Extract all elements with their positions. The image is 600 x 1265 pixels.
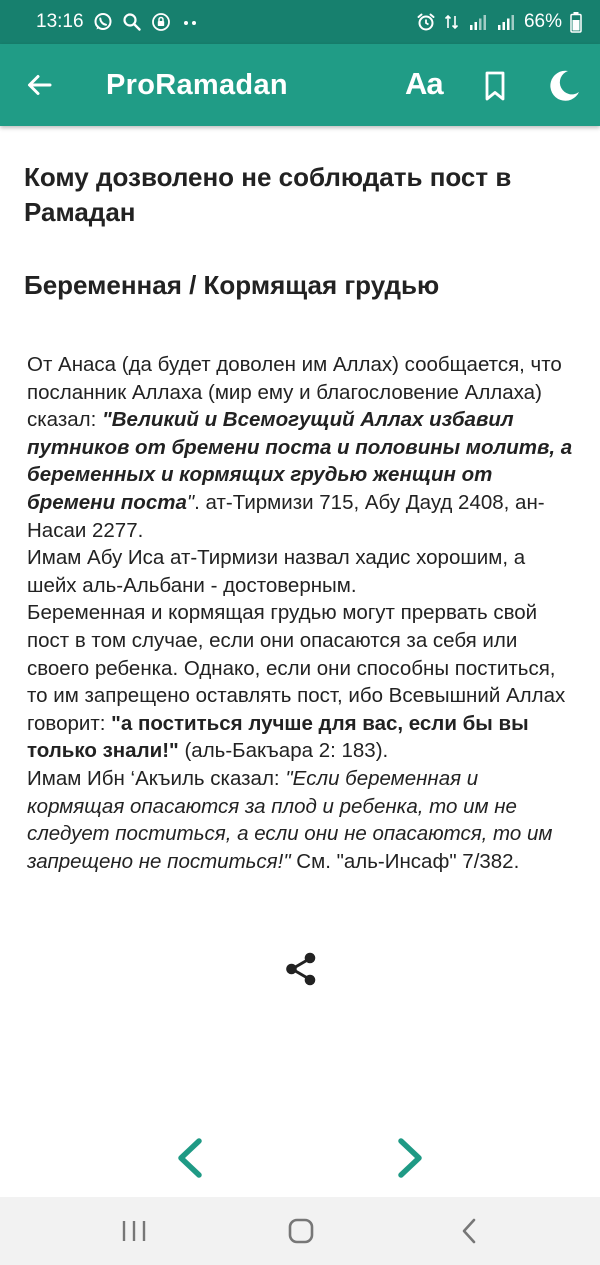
system-back-button[interactable] bbox=[458, 1217, 480, 1245]
bookmark-button[interactable] bbox=[481, 70, 509, 102]
signal-icon bbox=[468, 12, 488, 32]
status-time: 13:16 bbox=[36, 11, 84, 32]
arrow-left-icon bbox=[22, 67, 58, 103]
lock-icon bbox=[151, 12, 171, 32]
back-button[interactable] bbox=[22, 67, 58, 103]
article-title: Кому дозволено не соблюдать пост в Рамадан bbox=[24, 162, 512, 227]
quran-quote: "а поститься лучше для вас, если бы вы только знали!" bbox=[27, 711, 529, 763]
status-bar-left bbox=[36, 11, 416, 33]
article-body bbox=[27, 351, 579, 875]
battery-icon bbox=[570, 11, 582, 33]
next-page-button[interactable] bbox=[394, 1137, 428, 1179]
more-dots-icon bbox=[180, 12, 200, 32]
chevron-left-icon bbox=[458, 1217, 480, 1245]
scholar-quote: "Если беременная и кормящая опасаются за плод и ребенка, то им не следует поститься, а если они не опасаются, то им запрещено не поститься!" bbox=[27, 766, 553, 873]
whatsapp-icon bbox=[93, 12, 113, 32]
status-bar bbox=[0, 0, 600, 44]
moon-icon bbox=[546, 68, 582, 104]
chevron-left-icon bbox=[172, 1137, 206, 1179]
battery-percent: 66% bbox=[523, 11, 562, 32]
hadith-quote-end: " bbox=[186, 490, 195, 514]
recent-apps-button[interactable] bbox=[120, 1219, 148, 1243]
hadith-paragraph bbox=[27, 351, 579, 544]
bookmark-icon bbox=[481, 70, 509, 102]
hadith-grading: Имам Абу Иса ат-Тирмизи назвал хадис хорошим, а шейх аль-Альбани - достоверным. bbox=[27, 546, 526, 597]
hadith-quote: "Великий и Всемогущий Аллах избавил путников от бремени поста и половины молитв, а беременных и кормящих грудью женщин от бремени поста bbox=[27, 408, 573, 514]
hadith-source: . ат-Тирмизи 715, Абу Дауд 2408, ан-Насаи 2277. bbox=[27, 490, 545, 542]
hadith-intro: От Анаса (да будет доволен им Аллах) сообщается, что посланник Аллаха (мир ему и благословение Аллаха) сказал: bbox=[27, 353, 562, 432]
home-icon bbox=[286, 1216, 316, 1246]
share-button[interactable] bbox=[281, 949, 321, 989]
chevron-right-icon bbox=[394, 1137, 428, 1179]
article-subtitle: Беременная / Кормящая грудью bbox=[24, 270, 440, 300]
font-size-button[interactable]: Aa bbox=[405, 66, 443, 101]
alarm-icon bbox=[416, 12, 436, 32]
recent-apps-icon bbox=[120, 1219, 148, 1243]
app-title: ProRamadan bbox=[106, 69, 288, 101]
scholar-paragraph bbox=[27, 765, 579, 875]
status-bar-right bbox=[416, 11, 582, 33]
article bbox=[24, 160, 580, 875]
ruling-text: Беременная и кормящая грудью могут прервать свой пост в том случае, если они опасаются за себя или своего ребенка. Однако, если они способны поститься, то им запрещено оставлять пост, ибо Всевышний Аллах говорит: bbox=[27, 601, 566, 735]
share-icon bbox=[281, 949, 321, 989]
scholar-reference: См. "аль-Инсаф" 7/382. bbox=[290, 849, 520, 873]
ruling-paragraph bbox=[27, 599, 579, 765]
signal-icon bbox=[496, 12, 516, 32]
app-bar bbox=[0, 44, 600, 126]
system-nav-bar bbox=[0, 1197, 600, 1265]
night-mode-button[interactable] bbox=[546, 68, 582, 104]
scholar-intro: Имам Ибн ‘Акъиль сказал: bbox=[27, 766, 286, 790]
previous-page-button[interactable] bbox=[172, 1137, 206, 1179]
home-button[interactable] bbox=[286, 1216, 316, 1246]
search-icon bbox=[122, 12, 142, 32]
data-arrows-icon bbox=[444, 12, 460, 32]
quran-reference: (аль-Бакъара 2: 183). bbox=[178, 739, 389, 763]
